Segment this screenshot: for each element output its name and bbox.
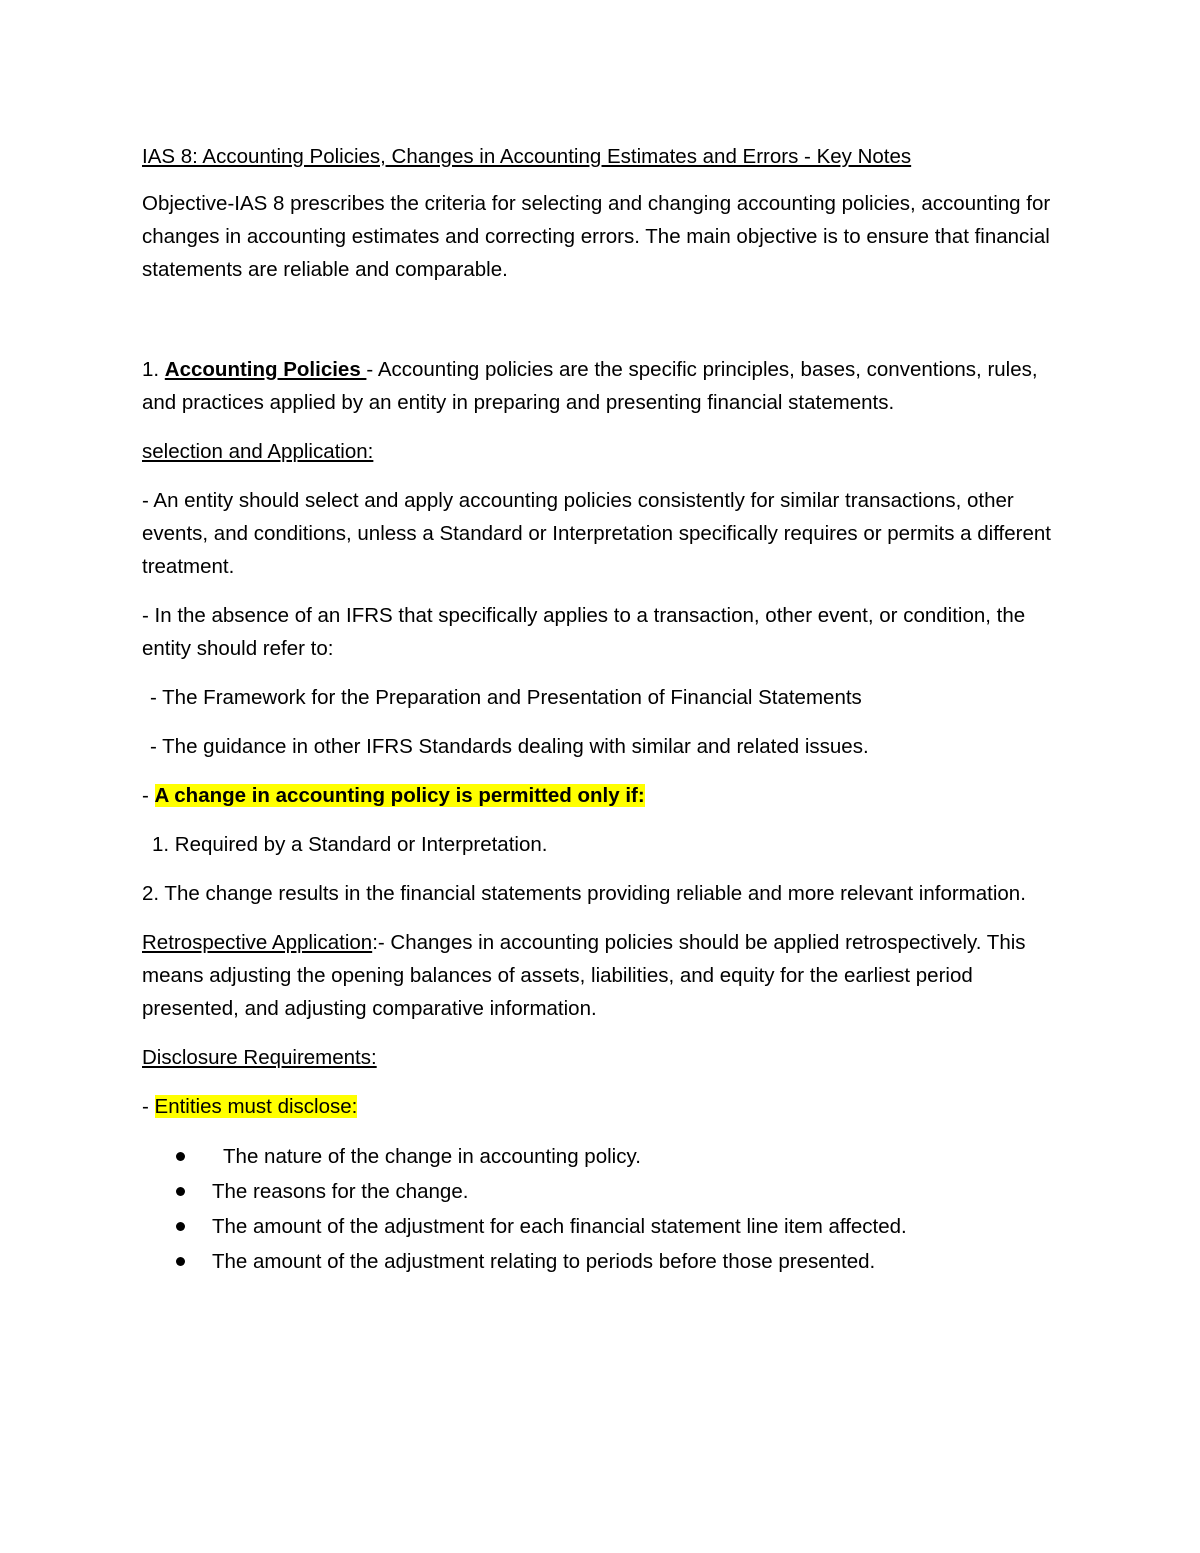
section-number: 1. xyxy=(142,358,165,381)
bullet-text: The reasons for the change. xyxy=(212,1180,469,1203)
disclosure-heading: Disclosure Requirements: xyxy=(142,1046,377,1069)
retrospective-paragraph xyxy=(142,926,1072,1025)
document-page xyxy=(142,140,1072,1279)
change-item-2: 2. The change results in the financial statements providing reliable and more relevant information. xyxy=(142,882,1026,905)
disclosure-bullet-list xyxy=(142,1139,1072,1279)
list-item xyxy=(142,1209,1072,1244)
retrospective-heading: Retrospective Application xyxy=(142,931,373,954)
section-accounting-policies xyxy=(142,353,1072,419)
retrospective-text: :- Changes in accounting policies should be applied retrospectively. This means adjusting the opening balances of assets, liabilities, and equity for the earliest period presented, and adjusting comparative information. xyxy=(142,931,1026,1020)
change-item-1: 1. Required by a Standard or Interpretation. xyxy=(152,833,548,856)
change-highlight: A change in accounting policy is permitted only if: xyxy=(154,784,645,807)
bullet-icon xyxy=(176,1187,185,1196)
change-permitted-line xyxy=(142,779,1072,812)
section-heading: Accounting Policies xyxy=(164,358,367,381)
bullet-text: The amount of the adjustment for each financial statement line item affected. xyxy=(212,1215,907,1238)
disclose-highlight: Entities must disclose: xyxy=(154,1095,358,1118)
bullet-icon xyxy=(176,1152,185,1161)
bullet-text: The amount of the adjustment relating to periods before those presented. xyxy=(212,1250,876,1273)
list-item xyxy=(142,1174,1072,1209)
bullet-icon xyxy=(176,1222,185,1231)
disclose-line xyxy=(142,1090,1072,1123)
bullet-text: The nature of the change in accounting policy. xyxy=(212,1145,641,1168)
list-item xyxy=(142,1139,1072,1174)
selection-paragraph-2: - In the absence of an IFRS that specifically applies to a transaction, other event, or condition, the entity should refer to: xyxy=(142,604,1026,660)
objective-paragraph: Objective-IAS 8 prescribes the criteria for selecting and changing accounting policies, accounting for changes in accounting estimates and correcting errors. The main objective is to ensure that financial statements are reliable and comparable. xyxy=(142,192,1051,281)
refer-item-guidance: - The guidance in other IFRS Standards dealing with similar and related issues. xyxy=(150,735,869,758)
list-item xyxy=(142,1244,1072,1279)
section-text: - Accounting policies are the specific principles, bases, conventions, rules, and practices applied by an entity in preparing and presenting financial statements. xyxy=(142,358,1038,414)
refer-item-framework: - The Framework for the Preparation and Presentation of Financial Statements xyxy=(150,686,862,709)
selection-heading: selection and Application: xyxy=(142,440,374,463)
bullet-icon xyxy=(176,1257,185,1266)
disclose-prefix: - xyxy=(142,1095,155,1118)
selection-paragraph-1: - An entity should select and apply accounting policies consistently for similar transactions, other events, and conditions, unless a Standard or Interpretation specifically requires or permits a different treatment. xyxy=(142,489,1051,578)
change-prefix: - xyxy=(142,784,155,807)
document-title: IAS 8: Accounting Policies, Changes in Accounting Estimates and Errors - Key Notes xyxy=(142,145,912,168)
